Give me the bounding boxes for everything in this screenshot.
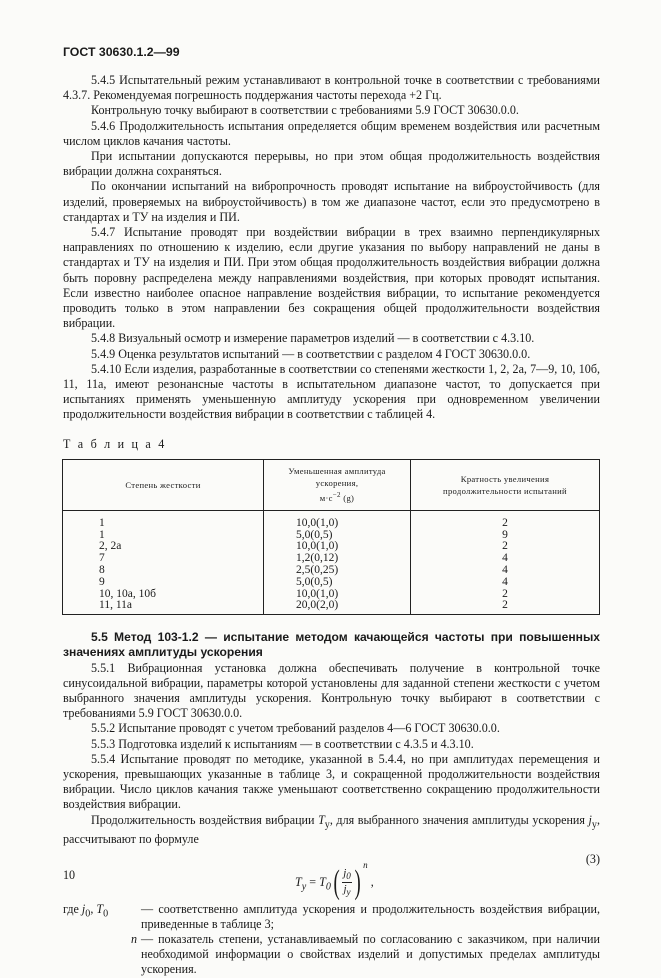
cell-grade: 7 <box>63 553 264 565</box>
formula-lhs: T <box>295 874 302 889</box>
formula-definitions <box>63 902 600 978</box>
duration-text-1: Продолжительность воздействия вибрации <box>91 812 319 827</box>
cell-grade: 8 <box>63 565 264 577</box>
definition-text: — показатель степени, устанавливаемый по согласованию с заказчиком, при наличии необходимой информации о свойствах изделий и допустимых пределах амплитуды ускорения. <box>141 931 600 977</box>
formula-tail: , <box>367 874 374 889</box>
definition-symbol-n: n <box>130 931 137 946</box>
cell-grade: 1 <box>63 530 264 542</box>
table-caption: Т а б л и ц а 4 <box>63 436 167 451</box>
definition-symbol <box>63 902 141 932</box>
symbol-j-sub: y <box>591 819 597 831</box>
cell-grade: 2, 2а <box>63 541 264 553</box>
paragraph-5-5-3: 5.5.3 Подготовка изделий к испытаниям — в соответствии с 4.3.5 и 4.3.10. <box>91 736 474 751</box>
cell-factor: 9 <box>411 530 600 542</box>
table-row <box>63 577 600 589</box>
paragraph-5-4-6: 5.4.6 Продолжительность испытания определяется общим временем воздействия или расчетным числом циклов качания частоты. <box>63 118 600 148</box>
paragraph-interruptions: При испытании допускаются перерывы, но при этом общая продолжительность воздействия вибрации должна сохраняться. <box>63 149 600 179</box>
document-header: ГОСТ 30630.1.2—99 <box>63 45 180 59</box>
table-row <box>63 510 600 529</box>
formula-exponent: n <box>363 859 368 870</box>
header-accel-line1: Уменьшенная амплитуда ускорения, <box>288 466 386 489</box>
header-accel-tail: (g) <box>340 493 355 504</box>
header-factor <box>411 459 600 510</box>
header-accel <box>264 459 411 510</box>
symbol-T: T <box>318 812 325 827</box>
formula-t0: T <box>319 874 326 889</box>
cell-factor: 2 <box>411 589 600 601</box>
paragraph-duration <box>63 813 600 848</box>
page-number: 10 <box>63 868 76 882</box>
duration-text-2: , для выбранного значения амплитуды ускорения <box>329 812 589 827</box>
numerator-sub: 0 <box>346 871 351 882</box>
cell-accel: 5,0(0,5) <box>264 530 411 542</box>
section-5-5-heading: 5.5 Метод 103-1.2 — испытание методом качающейся частоты при повышенных значениях амплитуды ускорения <box>63 630 600 660</box>
symbol-j: j <box>588 812 592 827</box>
cell-accel: 10,0(1,0) <box>264 589 411 601</box>
paragraph-5-4-5: 5.4.5 Испытательный режим устанавливают в контрольной точке в соответствии с требованиями 4.3.7. Рекомендуемая погрешность поддержания частоты перехода +2 Гц. <box>63 73 600 103</box>
header-accel-exp: −2 <box>332 491 341 500</box>
def-symbol-j: j <box>81 901 86 916</box>
cell-grade: 9 <box>63 577 264 589</box>
paragraph-vibration-stability: По окончании испытаний на вибропрочность проводят испытание на виброустойчивость (для изделий, проверяемых на виброустойчивость) в том же диапазоне частот, если это предусмотрено в стандартах и ТУ на изделия и ПИ. <box>63 179 600 224</box>
def-sep: , <box>90 901 97 916</box>
header-factor-line1: Кратность увеличения <box>460 473 550 484</box>
table-4 <box>62 459 600 615</box>
symbol-T-sub: y <box>324 819 330 831</box>
cell-grade: 1 <box>63 510 264 529</box>
formula-number: (3) <box>585 851 600 866</box>
cell-factor: 4 <box>411 577 600 589</box>
formula-expression <box>295 858 374 899</box>
denominator-symbol: j <box>343 883 347 896</box>
cell-grade: 11, 11а <box>63 600 264 614</box>
definition-j0-T0 <box>63 902 600 932</box>
definition-n <box>63 932 600 978</box>
formula-3 <box>63 852 600 900</box>
denominator-sub: y <box>346 887 351 898</box>
cell-grade: 10, 10а, 10б <box>63 589 264 601</box>
cell-accel: 1,2(0,12) <box>264 553 411 565</box>
cell-accel: 20,0(2,0) <box>264 600 411 614</box>
cell-factor: 4 <box>411 553 600 565</box>
paragraph-5-5-2: 5.5.2 Испытание проводят с учетом требований разделов 4—6 ГОСТ 30630.0.0. <box>91 721 500 736</box>
formula-denominator <box>342 883 352 898</box>
header-grade: Степень жесткости <box>63 459 264 510</box>
paragraph-5-4-7: 5.4.7 Испытание проводят при воздействии вибрации в трех взаимно перпендикулярных направлениях по отношению к изделию, если другие указания по выбору направлений не даны в стандартах и ТУ на изделия и ПИ. При этом общая продолжительность воздействия вибрации должна быть поровну распределена между направлениями воздействия, при которых проводят испытания. Если известно наиболее опасное направление воздействия вибрации, то испытание рекомендуется проводить только в этом направлении без сокращения общей продолжительности воздействия вибрации. <box>63 225 600 331</box>
def-symbol-j-sub: 0 <box>85 907 91 919</box>
formula-lhs-sub: y <box>301 880 307 892</box>
definition-lead: где <box>63 901 82 916</box>
def-symbol-T-sub: 0 <box>103 907 109 919</box>
header-factor-line2: продолжительности испытаний <box>443 485 567 496</box>
cell-accel: 2,5(0,25) <box>264 565 411 577</box>
paragraph-5-4-10: 5.4.10 Если изделия, разработанные в соответствии со степенями жесткости 1, 2, 2а, 7—9, 10, 10б, 11, 11а, имеют резонансные частоты в испытательном диапазоне частот, то допускается при испытаниях применять уменьшенную амплитуду ускорения при одновременном увеличении продолжительности воздействия вибрации в соответствии с таблицей 4. <box>63 361 600 422</box>
paragraph-5-5-1: 5.5.1 Вибрационная установка должна обеспечивать получение в контрольной точке синусоидальной вибрации, параметры которой установлены для заданной степени жесткости с учетом выбранного значения амплитуды ускорения. Контрольную точку выбирают в соответствии с требованиями 5.9 ГОСТ 30630.0.0. <box>63 660 600 721</box>
def-symbol-T: T <box>96 901 104 916</box>
formula-right-paren: ) <box>354 863 361 901</box>
formula-fraction <box>342 867 352 898</box>
header-accel-unit: м·с <box>319 493 333 504</box>
definition-text: — соответственно амплитуда ускорения и продолжительность воздействия вибрации, приведенные в таблице 3; <box>141 901 600 931</box>
table-header-row <box>63 459 600 510</box>
table-row <box>63 600 600 614</box>
cell-accel: 10,0(1,0) <box>264 510 411 529</box>
cell-factor: 2 <box>411 600 600 614</box>
page-content <box>63 73 600 978</box>
cell-factor: 4 <box>411 565 600 577</box>
formula-numerator <box>342 867 352 883</box>
cell-accel: 5,0(0,5) <box>264 577 411 589</box>
cell-factor: 2 <box>411 541 600 553</box>
paragraph-5-4-8: 5.4.8 Визуальный осмотр и измерение параметров изделий — в соответствии с 4.3.10. <box>91 331 535 346</box>
cell-accel: 10,0(1,0) <box>264 541 411 553</box>
paragraph-5-5-4: 5.5.4 Испытание проводят по методике, указанной в 5.4.4, но при амплитудах перемещения и ускорения, превышающих указанные в таблице 3, и сокращенной продолжительности воздействия вибрации. Число циклов качания также уменьшают соответственно сокращению продолжительности воздействия вибрации. <box>63 751 600 812</box>
paragraph-5-4-9: 5.4.9 Оценка результатов испытаний — в соответствии с разделом 4 ГОСТ 30630.0.0. <box>91 346 531 361</box>
numerator-symbol: j <box>343 867 347 880</box>
formula-left-paren: ( <box>333 863 340 901</box>
formula-eq: = <box>306 874 320 889</box>
duration-text-3: , рассчитывают по формуле <box>63 812 600 847</box>
paragraph-control-point: Контрольную точку выбирают в соответствии с требованиями 5.9 ГОСТ 30630.0.0. <box>91 103 519 118</box>
formula-t0-sub: 0 <box>325 880 331 892</box>
cell-factor: 2 <box>411 510 600 529</box>
